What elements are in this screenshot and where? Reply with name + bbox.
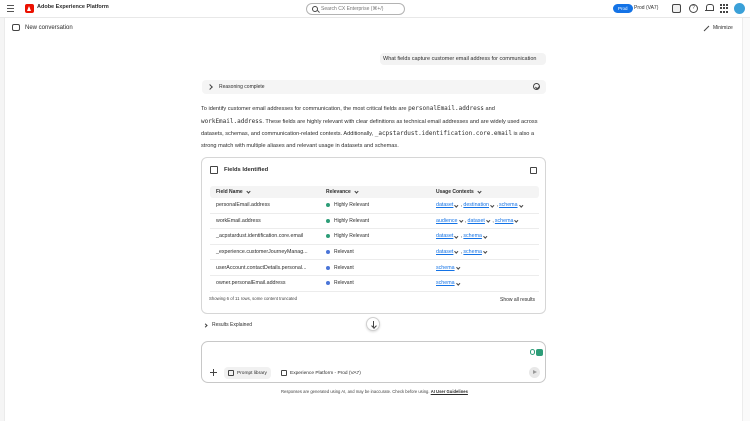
- answer-code: workEmail.address: [201, 117, 263, 125]
- field-name-cell: _acpstardust.identification.core.email: [216, 233, 304, 240]
- chevron-down-icon[interactable]: [486, 219, 490, 223]
- relevance-cell: [320, 249, 430, 255]
- chevron-down-icon: [477, 189, 481, 193]
- usage-contexts-cell: [430, 202, 539, 208]
- usage-context-link[interactable]: schema: [436, 264, 455, 271]
- answer-text: To identify customer email addresses for communication, the most critical fields are: [201, 106, 409, 112]
- top-bar: [0, 0, 750, 18]
- user-message: What fields capture customer email address for communication: [380, 53, 546, 65]
- search-input[interactable]: [321, 6, 401, 12]
- relevance-dot-icon: [326, 250, 330, 254]
- chevron-down-icon[interactable]: [455, 250, 459, 254]
- column-label: Usage Contexts: [436, 189, 474, 195]
- notifications-icon[interactable]: [705, 4, 714, 13]
- relevance-dot-icon: [326, 281, 330, 285]
- usage-context-link[interactable]: schema: [498, 202, 518, 209]
- relevance-cell: [320, 280, 430, 286]
- hamburger-menu-icon[interactable]: [7, 5, 14, 12]
- relevance-label: Relevant: [334, 280, 354, 287]
- field-name-cell: userAccount.contactDetails.personal...: [216, 264, 307, 271]
- minimize-icon: [703, 25, 709, 31]
- results-explained-toggle[interactable]: [204, 322, 252, 328]
- answer-text: is also a strong match with multiple aliases and relevant usage in datasets and schemas.: [201, 131, 535, 149]
- column-header-usage-contexts[interactable]: [430, 189, 539, 195]
- usage-context-link[interactable]: schema: [463, 233, 482, 240]
- global-search[interactable]: [306, 3, 405, 15]
- send-button[interactable]: [529, 367, 540, 378]
- rows-footnote: Showing 6 of 11 rows, some content truncated: [209, 296, 298, 301]
- chevron-down-icon[interactable]: [490, 203, 494, 207]
- disclaimer-text: Responses are generated using AI, and may be inaccurate. Check before using.: [281, 389, 431, 394]
- table-row: [210, 276, 539, 292]
- usage-contexts-cell: [430, 280, 539, 286]
- chevron-down-icon[interactable]: [456, 265, 460, 269]
- chevron-down-icon: [246, 189, 250, 193]
- usage-context-link[interactable]: schema: [494, 217, 514, 224]
- ai-guidelines-link[interactable]: AI User Guidelines: [430, 389, 468, 394]
- table-row: [210, 245, 539, 261]
- separator: ,: [460, 249, 463, 256]
- show-all-results-button[interactable]: Show all results: [499, 297, 535, 303]
- separator: ,: [460, 233, 463, 240]
- chevron-down-icon[interactable]: [483, 234, 487, 238]
- message-composer[interactable]: [201, 341, 546, 383]
- answer-text: and: [483, 106, 495, 112]
- chevron-down-icon[interactable]: [455, 203, 459, 207]
- usage-context-link[interactable]: destination: [463, 202, 489, 209]
- fields-table: [210, 186, 539, 292]
- table-row: [210, 260, 539, 276]
- book-icon: [228, 370, 234, 376]
- usage-context-link[interactable]: dataset: [436, 202, 454, 209]
- card-header: [210, 166, 268, 174]
- field-name-cell: workEmail.address: [216, 217, 261, 224]
- field-name-cell: personalEmail.address: [216, 202, 270, 209]
- chevron-down-icon[interactable]: [456, 281, 460, 285]
- chevron-right-icon: [203, 323, 207, 327]
- platform-icon: [281, 370, 287, 376]
- chevron-down-icon[interactable]: [483, 250, 487, 254]
- environment-badge[interactable]: Prod: [613, 4, 633, 13]
- chevron-down-icon[interactable]: [519, 203, 523, 207]
- answer-code: _acpstardust.identification.core.email: [374, 130, 512, 137]
- app-title[interactable]: Adobe Experience Platform: [37, 4, 109, 10]
- minimize-label: Minimize: [713, 25, 733, 31]
- relevance-dot-icon: [326, 266, 330, 270]
- avatar[interactable]: [734, 3, 745, 14]
- prompt-library-button[interactable]: [224, 367, 271, 379]
- card-title: Fields Identified: [224, 167, 269, 173]
- table-row: [210, 214, 539, 230]
- separator: ,: [492, 217, 494, 224]
- new-conversation-button[interactable]: [12, 24, 73, 31]
- usage-context-link[interactable]: dataset: [436, 233, 454, 240]
- table-header: [210, 186, 539, 198]
- separator: ,: [496, 202, 498, 209]
- sandbox-selector[interactable]: [277, 367, 365, 379]
- scrollbar[interactable]: [742, 18, 750, 421]
- relevance-dot-icon: [326, 219, 330, 223]
- usage-context-link[interactable]: schema: [463, 249, 482, 256]
- relevance-label: Highly Relevant: [334, 217, 370, 224]
- ai-assistant-icon[interactable]: [672, 4, 681, 13]
- usage-contexts-cell: [430, 249, 539, 255]
- answer-code: personalEmail.address: [408, 105, 484, 112]
- results-explained-label: Results Explained: [212, 322, 253, 328]
- sandbox-label: Experience Platform - Prod (VA7): [290, 370, 361, 376]
- chevron-down-icon[interactable]: [455, 234, 459, 238]
- column-label: Relevance: [326, 189, 351, 195]
- relevance-dot-icon: [326, 203, 330, 207]
- assistant-status-icon: [536, 349, 543, 356]
- add-attachment-icon[interactable]: [210, 369, 217, 376]
- chevron-down-icon: [354, 189, 358, 193]
- chevron-down-icon[interactable]: [515, 219, 519, 223]
- usage-contexts-cell: [430, 265, 539, 271]
- relevance-dot-icon: [326, 234, 330, 238]
- relevance-label: Highly Relevant: [334, 202, 370, 209]
- separator: ,: [460, 202, 463, 209]
- search-icon: [312, 6, 318, 12]
- relevance-label: Highly Relevant: [334, 233, 370, 240]
- help-icon[interactable]: ?: [689, 4, 698, 13]
- field-name-cell: _experience.customerJourneyManag...: [216, 249, 308, 256]
- relevance-label: Relevant: [334, 249, 354, 256]
- microphone-icon[interactable]: [530, 349, 535, 355]
- column-label: Field Name: [216, 189, 243, 195]
- usage-context-link[interactable]: dataset: [436, 249, 454, 256]
- relevance-cell: [320, 202, 430, 208]
- column-header-field-name[interactable]: [210, 189, 320, 195]
- field-name-cell: owner.personalEmail.address: [216, 280, 286, 287]
- usage-context-link[interactable]: audience: [436, 217, 458, 224]
- prompt-library-label: Prompt library: [237, 370, 267, 376]
- export-icon[interactable]: [530, 167, 537, 174]
- chevron-right-icon: [207, 84, 213, 90]
- usage-contexts-cell: [430, 218, 539, 224]
- relevance-label: Relevant: [334, 264, 354, 271]
- column-header-relevance[interactable]: [320, 189, 430, 195]
- separator: ,: [465, 217, 467, 224]
- table-row: [210, 229, 539, 245]
- table-icon: [210, 166, 218, 174]
- table-body: [210, 198, 539, 292]
- relevance-cell: [320, 265, 430, 271]
- table-row: [210, 198, 539, 214]
- minimize-button[interactable]: [703, 25, 733, 31]
- scroll-to-bottom-button[interactable]: [366, 317, 380, 331]
- reasoning-label: Reasoning complete: [219, 84, 265, 90]
- relevance-cell: [320, 233, 430, 239]
- left-rail: [0, 18, 5, 421]
- apps-grid-icon[interactable]: [720, 4, 729, 13]
- new-chat-icon: [12, 24, 20, 31]
- usage-contexts-cell: [430, 233, 539, 239]
- new-conversation-label: New conversation: [25, 24, 73, 31]
- usage-context-link[interactable]: dataset: [467, 217, 485, 224]
- sandbox-name[interactable]: Prod (VA7): [634, 5, 659, 11]
- assistant-answer: [201, 103, 547, 152]
- answer-text: . These fields are highly relevant with clear definitions as technical email addresses and are widely used across datasets, schemas, and communication-related contexts. Additionally,: [201, 118, 538, 137]
- fields-identified-card: [201, 157, 546, 314]
- relevance-cell: [320, 218, 430, 224]
- chevron-down-icon[interactable]: [459, 219, 463, 223]
- usage-context-link[interactable]: schema: [436, 280, 455, 287]
- adobe-logo-icon: [25, 4, 34, 13]
- ai-disclaimer: [281, 389, 468, 394]
- reasoning-panel[interactable]: [202, 80, 546, 94]
- check-circle-icon: [533, 83, 540, 90]
